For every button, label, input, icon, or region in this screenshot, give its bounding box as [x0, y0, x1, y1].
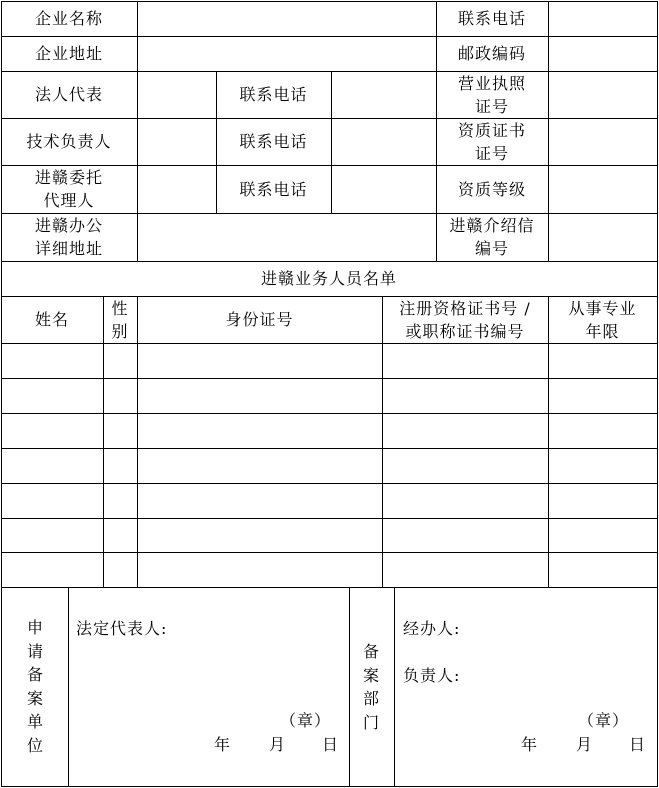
qualification-level-label: 资质等级 [457, 179, 526, 199]
personnel-section-title: 进赣业务人员名单 [260, 269, 397, 288]
years-cell[interactable] [549, 519, 657, 552]
company-name-field[interactable] [138, 2, 435, 35]
certificate-cell[interactable] [383, 379, 548, 413]
license-label: 营业执照 证号 [457, 73, 526, 116]
filing-date-day: 日 [629, 735, 647, 754]
filing-date-month: 月 [576, 735, 594, 754]
applicant-date-month: 月 [269, 735, 287, 754]
tech-head-label: 技术负责人 [26, 132, 112, 151]
qualification-cert-field[interactable] [549, 119, 656, 164]
col-header-years-experience: 从事专业 年限 [568, 298, 637, 341]
row-line [1, 786, 658, 787]
gender-cell[interactable] [104, 344, 137, 378]
company-address-field[interactable] [138, 37, 435, 70]
office-address-field[interactable] [138, 214, 435, 260]
certificate-cell[interactable] [383, 344, 548, 378]
certificate-cell[interactable] [383, 414, 548, 448]
years-cell[interactable] [549, 379, 657, 413]
col-header-gender: 性 别 [111, 298, 129, 341]
gender-cell[interactable] [104, 553, 137, 587]
certificate-cell[interactable] [383, 553, 548, 587]
company-name-label: 企业名称 [34, 9, 103, 28]
responsible-label: 负责人: [403, 666, 461, 685]
years-cell[interactable] [549, 344, 657, 378]
years-cell[interactable] [549, 449, 657, 483]
office-address-label: 进赣办公 详细地址 [34, 216, 103, 258]
company-address-label: 企业地址 [34, 44, 103, 63]
legal-rep-phone-field[interactable] [332, 72, 435, 117]
license-field[interactable] [549, 72, 656, 117]
applicant-seal: （章） [280, 711, 332, 730]
agent-phone-field[interactable] [332, 166, 435, 212]
applicant-date-day: 日 [322, 735, 340, 754]
filing-dept-label: 备 案 部 门 [362, 642, 379, 732]
col-header-name: 姓名 [34, 310, 69, 329]
gender-cell[interactable] [104, 519, 137, 552]
col-line [68, 587, 69, 786]
phone-field[interactable] [549, 2, 656, 35]
id-number-cell[interactable] [138, 414, 382, 448]
applicant-date-year: 年 [214, 735, 232, 754]
gender-cell[interactable] [104, 449, 137, 483]
id-number-cell[interactable] [138, 519, 382, 552]
name-cell[interactable] [2, 553, 103, 587]
intro-letter-label: 进赣介绍信 编号 [449, 216, 535, 258]
tech-head-phone-label: 联系电话 [239, 132, 308, 151]
agent-phone-label: 联系电话 [239, 179, 308, 199]
col-header-id-number: 身份证号 [225, 310, 294, 329]
years-cell[interactable] [549, 553, 657, 587]
name-cell[interactable] [2, 414, 103, 448]
tech-head-field[interactable] [138, 119, 215, 164]
id-number-cell[interactable] [138, 484, 382, 518]
filing-signature-area[interactable] [480, 600, 650, 700]
gender-cell[interactable] [104, 379, 137, 413]
name-cell[interactable] [2, 379, 103, 413]
agent-field[interactable] [138, 166, 215, 212]
id-number-cell[interactable] [138, 449, 382, 483]
id-number-cell[interactable] [138, 379, 382, 413]
gender-cell[interactable] [104, 484, 137, 518]
col-line [394, 587, 395, 786]
id-number-cell[interactable] [138, 553, 382, 587]
gender-cell[interactable] [104, 414, 137, 448]
years-cell[interactable] [549, 484, 657, 518]
intro-letter-field[interactable] [549, 214, 656, 260]
name-cell[interactable] [2, 484, 103, 518]
legal-rep-phone-label: 联系电话 [239, 85, 308, 104]
filing-date-year: 年 [521, 735, 539, 754]
id-number-cell[interactable] [138, 344, 382, 378]
name-cell[interactable] [2, 449, 103, 483]
col-header-certificate-number: 注册资格证书号 / 或职称证书编号 [399, 298, 531, 341]
name-cell[interactable] [2, 344, 103, 378]
applicant-signature-area[interactable] [190, 600, 340, 700]
certificate-cell[interactable] [383, 449, 548, 483]
legal-rep-field[interactable] [138, 72, 215, 117]
qualification-cert-label: 资质证书 证号 [457, 120, 526, 163]
certificate-cell[interactable] [383, 519, 548, 552]
postcode-field[interactable] [549, 37, 656, 70]
col-line [349, 587, 350, 786]
col-line [657, 1, 658, 787]
agent-label: 进赣委托 代理人 [34, 168, 103, 210]
postcode-label: 邮政编码 [457, 44, 526, 63]
tech-head-phone-field[interactable] [332, 119, 435, 164]
filing-seal: （章） [578, 711, 630, 730]
handler-label: 经办人: [403, 619, 461, 638]
years-cell[interactable] [549, 414, 657, 448]
phone-label: 联系电话 [457, 9, 526, 28]
row-line [1, 587, 658, 588]
applicant-unit-label: 申 请 备 案 单 位 [26, 618, 43, 755]
legal-rep-signature-label: 法定代表人: [76, 619, 168, 638]
name-cell[interactable] [2, 519, 103, 552]
legal-rep-label: 法人代表 [34, 85, 103, 104]
certificate-cell[interactable] [383, 484, 548, 518]
qualification-level-field[interactable] [549, 166, 656, 212]
